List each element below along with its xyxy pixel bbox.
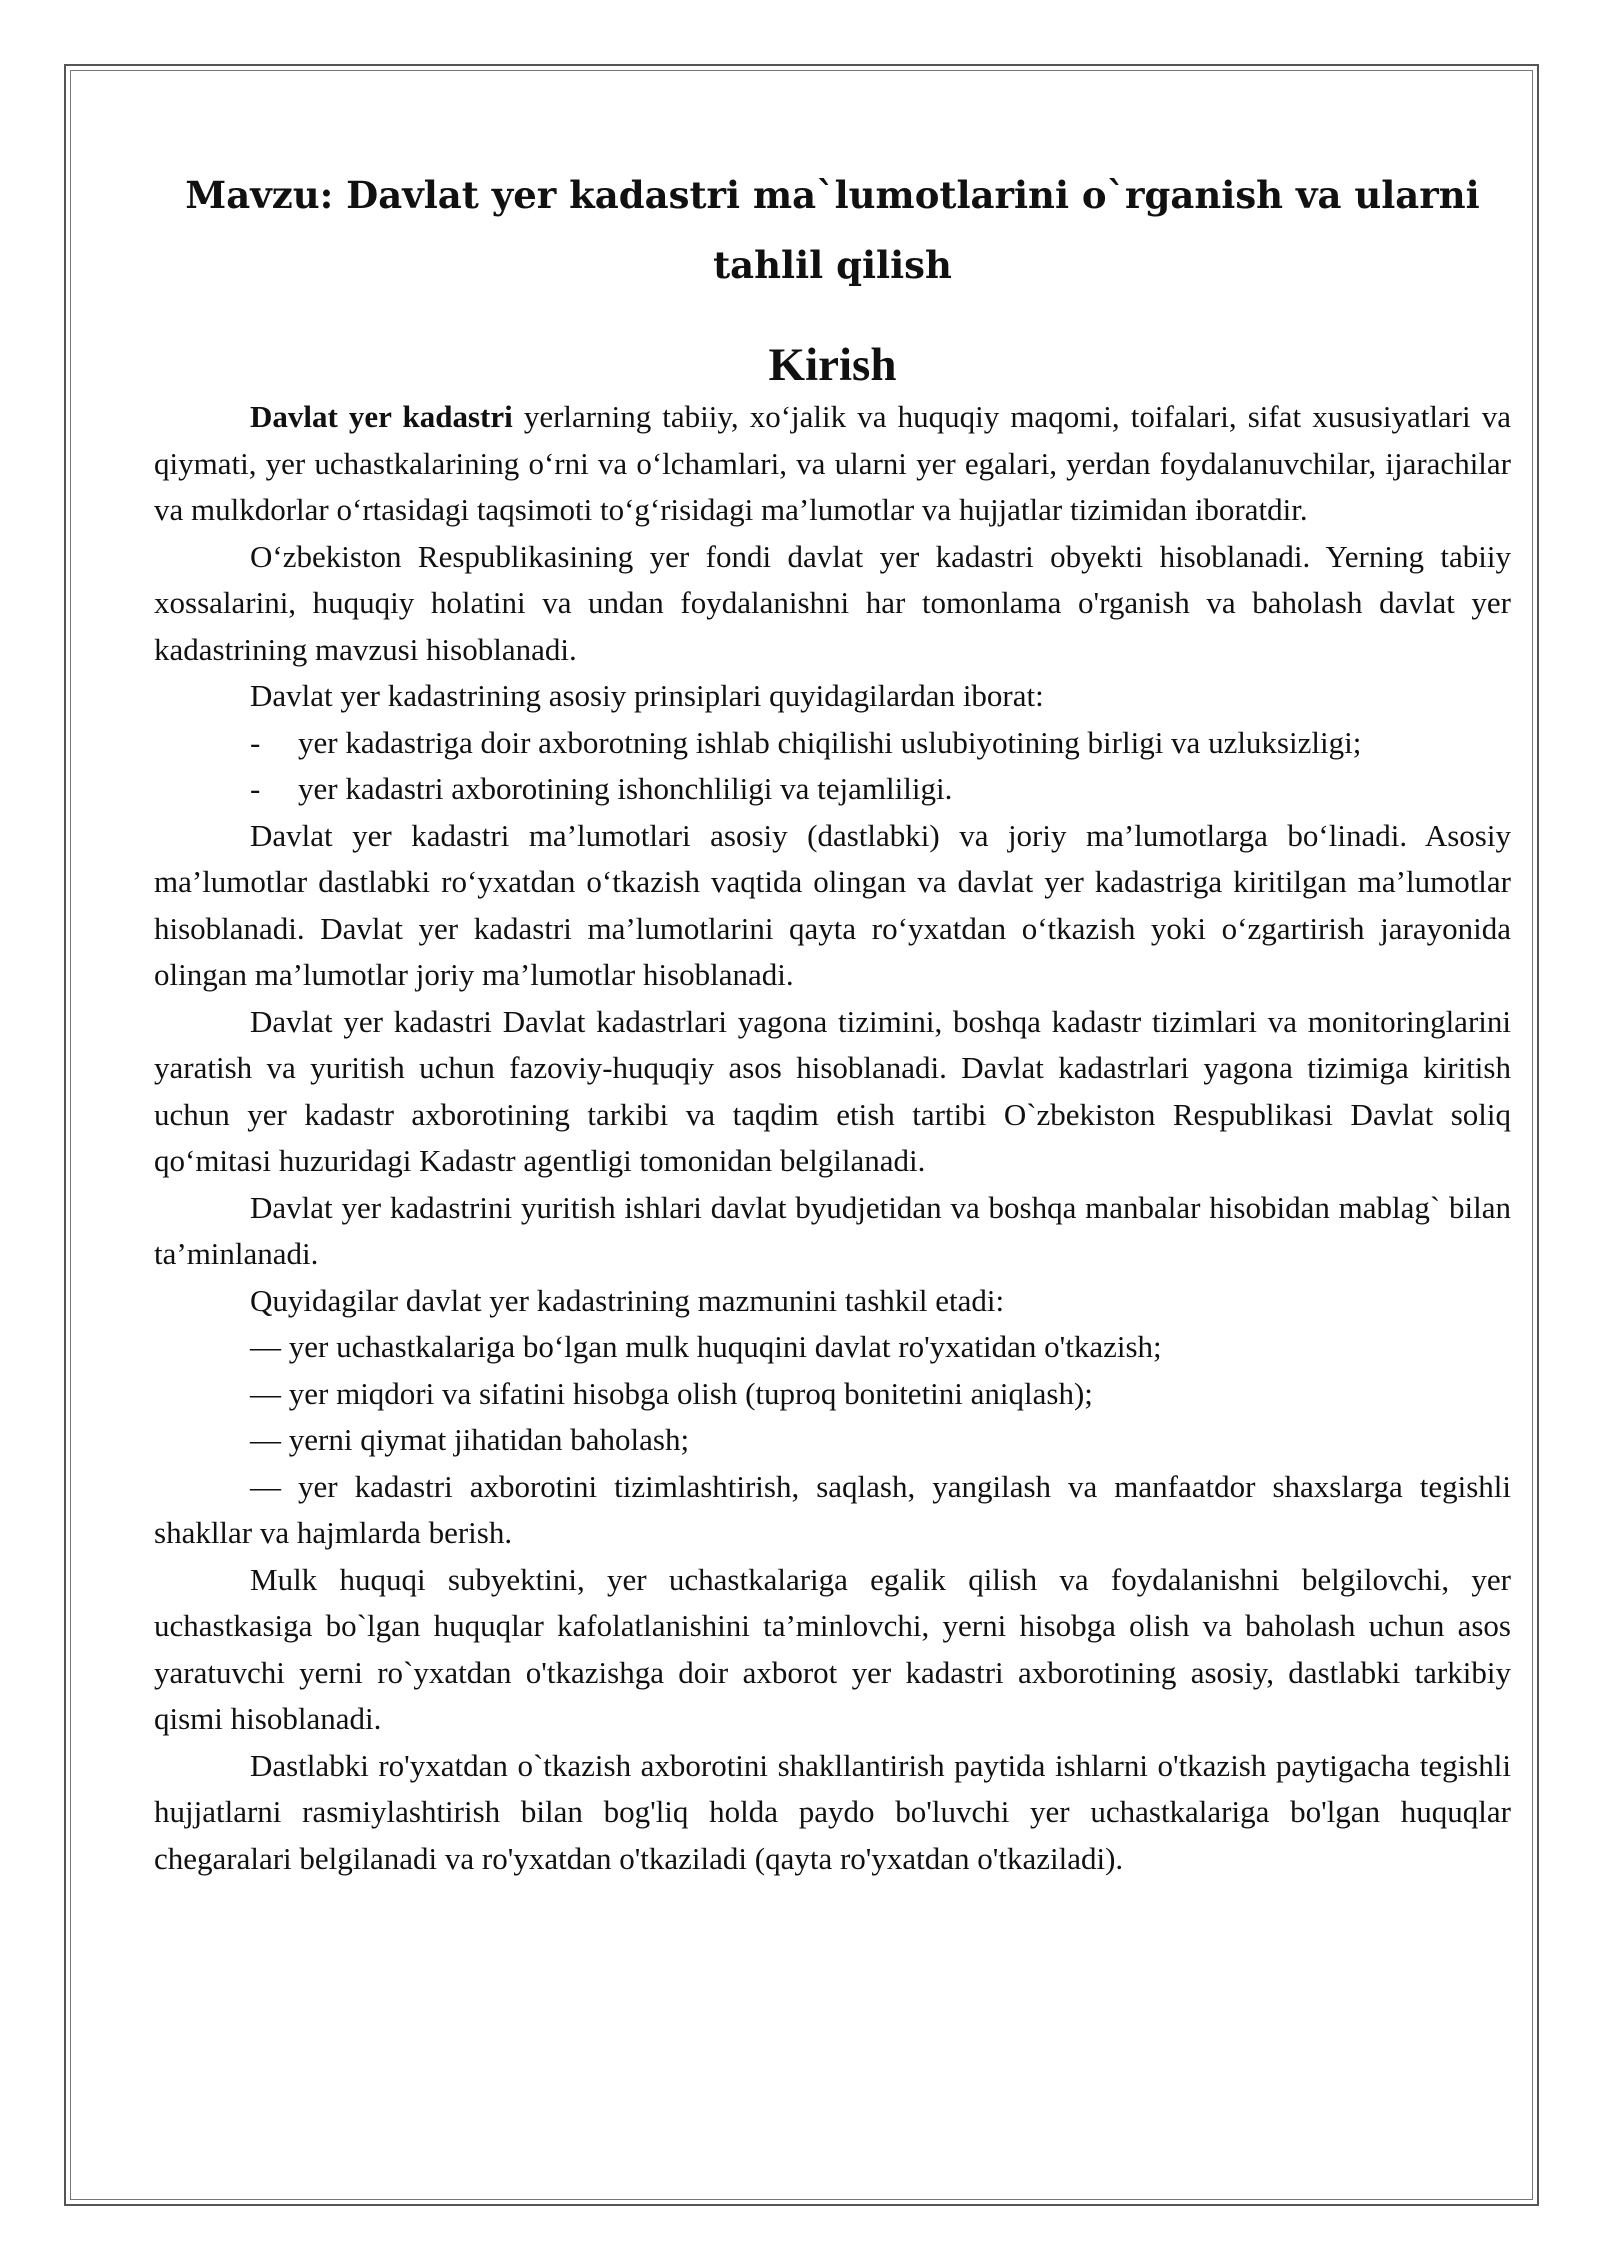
list-item [154, 720, 1511, 767]
bold-term: Davlat yer kadastri [250, 399, 513, 434]
list-bullet: - [250, 771, 261, 806]
list-item [154, 766, 1511, 813]
paragraph-registration: Dastlabki ro'yxatdan o`tkazish axborotini shakllantirish paytida ishlarni o'tkazish paytigacha tegishli hujjatlarni rasmiylashtirish bilan bog'liq holda paydo bo'luvchi yer uchastkalariga bo'lgan huquqlar chegaralari belgilanadi va ro'yxatdan o'tkaziladi (qayta ro'yxatdan o'tkaziladi). [154, 1747, 1511, 1876]
paragraph-unified-system: Davlat yer kadastri Davlat kadastrlari yagona tizimini, boshqa kadastr tizimlari va monitoringlarini yaratish va yuritish uchun fazoviy-huquqiy asos hisoblanadi. Davlat kadastrlari yagona tizimiga kiritish uchun yer kadastr axborotining tarkibi va taqdim etish tartibi O`zbekiston Respublikasi Davlat soliq qo‘mitasi huzuridagi Kadastr agentligi tomonidan belgilanadi. [154, 1003, 1511, 1178]
paragraph-ownership: Mulk huquqi subyektini, yer uchastkalariga egalik qilish va foydalanishni belgilovchi, yer uchastkasiga bo`lgan huquqlar kafolatlanishini ta’minlovchi, yerni hisobga olish va baholash uchun asos yaratuvchi yerni ro`yxatdan o'tkazishga doir axborot yer kadastri axborotining asosiy, dastlabki tarkibiy qismi hisoblanadi. [154, 1561, 1511, 1736]
paragraph-principles-intro: Davlat yer kadastrining asosiy prinsiplari quyidagilardan iborat: [250, 678, 1044, 713]
list-item: — yer kadastri axborotini tizimlashtirish, saqlash, yangilash va manfaatdor shaxslarga tegishli shakllar va hajmlarda berish. [154, 1468, 1511, 1550]
section-heading: Kirish [768, 339, 897, 391]
paragraph-definition [154, 394, 1511, 534]
list-bullet: - [250, 724, 261, 760]
list-item: — yer uchastkalariga bo‘lgan mulk huquqini davlat ro'yxatidan o'tkazish; [250, 1329, 1162, 1364]
paragraph-land-fund: O‘zbekiston Respublikasining yer fondi davlat yer kadastri obyekti hisoblanadi. Yerning tabiiy xossalarini, huquqiy holatini va undan foydalanishni har tomonlama o'rganish va baholash davlat yer kadastrining mavzusi hisoblanadi. [154, 538, 1511, 667]
list-item: — yerni qiymat jihatidan baholash; [250, 1422, 690, 1457]
paragraph-data-types: Davlat yer kadastri ma’lumotlari asosiy (dastlabki) va joriy ma’lumotlarga bo‘linadi. Asosiy ma’lumotlar dastlabki ro‘yxatdan o‘tkazish vaqtida olingan va davlat yer kadastriga kiritilgan ma’lumotlar hisoblanadi. Davlat yer kadastri ma’lumotlarini qayta ro‘yxatdan o‘tkazish yoki o‘zgartirish jarayonida olingan ma’lumotlar joriy ma’lumotlar hisoblanadi. [154, 817, 1511, 992]
document-body [154, 160, 1511, 1882]
list-item: — yer miqdori va sifatini hisobga olish (tuproq bonitetini aniqlash); [250, 1375, 1093, 1411]
paragraph-funding: Davlat yer kadastrini yuritish ishlari davlat byudjetidan va boshqa manbalar hisobidan mablag` bilan ta’minlanadi. [154, 1189, 1511, 1271]
list-item-text: yer kadastriga doir axborotning ishlab chiqilishi uslubiyotining birligi va uzluksizligi; [298, 724, 1362, 760]
list-item-text: yer kadastri axborotining ishonchliligi va tejamliligi. [298, 771, 953, 806]
paragraph-text: yerlarning tabiiy, xo‘jalik va huquqiy maqomi, toifalari, sifat xususiyatlari va qiymati, yer uchastkalarining o‘rni va o‘lchamlari, va ularni yer egalari, yerdan foydalanuvchilar, ijarachilar va mulkdorlar o‘rtasidagi taqsimoti to‘g‘risidagi ma’lumotlar va hujjatlar tizimidan iboratdir. [154, 399, 1511, 527]
paragraph-content-intro: Quyidagilar davlat yer kadastrining mazmunini tashkil etadi: [250, 1282, 1005, 1318]
document-title: Mavzu: Davlat yer kadastri ma`lumotlarini o`rganish va ularni tahlil qilish [185, 173, 1480, 287]
